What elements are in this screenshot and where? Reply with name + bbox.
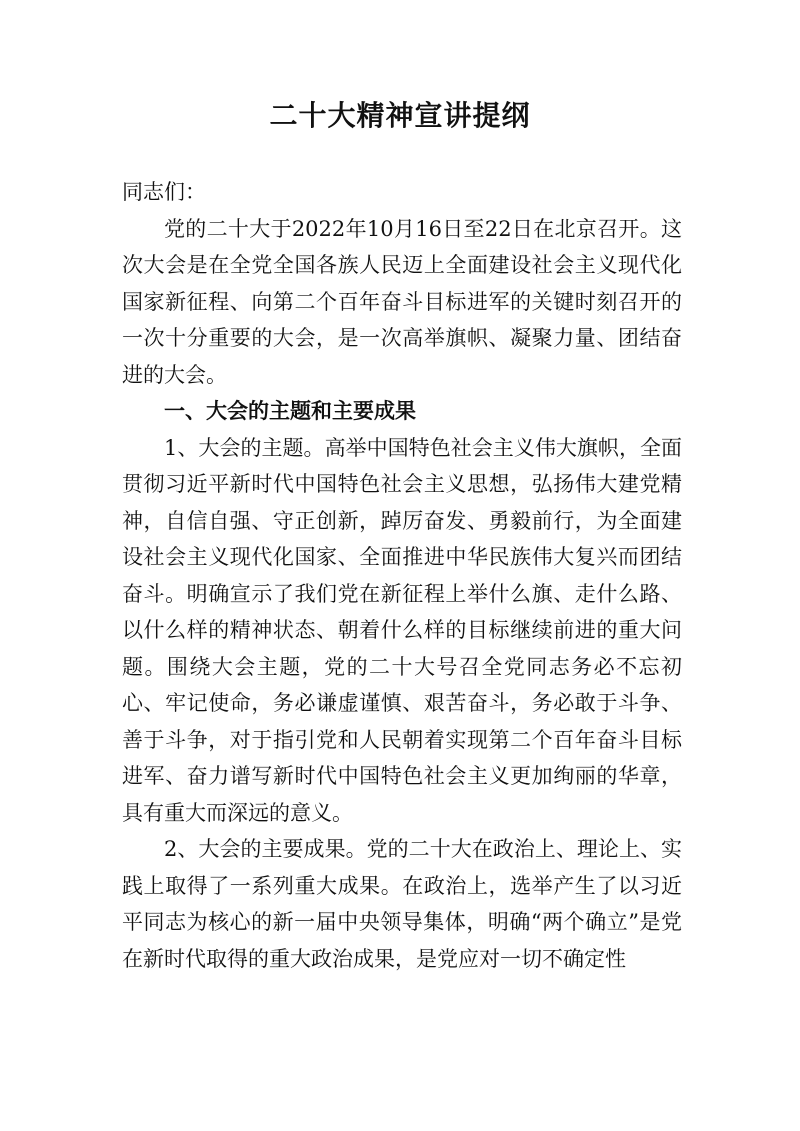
salutation: 同志们： [122, 180, 206, 204]
point-1-paragraph: 1、大会的主题。高举中国特色社会主义伟大旗帜，全面贯彻习近平新时代中国特色社会主义思想，弘扬伟大建党精神，自信自强、守正创新，踔厉奋发、勇毅前行，为全面建设社会主义现代化国家、全面推进中华民族伟大复兴而团结奋斗。明确宣示了我们党在新征程上举什么旗、走什么路、以什么样的精神状态、朝着什么样的目标继续前进的重大问题。围绕大会主题，党的二十大号召全党同志务必不忘初心、牢记使命，务必谦虚谨慎、艰苦奋斗，务必敢于斗争、善于斗争，对于指引党和人民朝着实现第二个百年奋斗目标进军、奋力谱写新时代中国特色社会主义更加绚丽的华章，具有重大而深远的意义。 [122, 435, 682, 825]
intro-paragraph: 党的二十大于2022年10月16日至22日在北京召开。这次大会是在全党全国各族人民迈上全面建设社会主义现代化国家新征程、向第二个百年奋斗目标进军的关键时刻召开的一次十分重要的大会，是一次高举旗帜、凝聚力量、团结奋进的大会。 [122, 216, 682, 387]
point-2-paragraph: 2、大会的主要成果。党的二十大在政治上、理论上、实践上取得了一系列重大成果。在政治上，选举产生了以习近平同志为核心的新一届中央领导集体，明确“两个确立”是党在新时代取得的重大政治成果，是党应对一切不确定性 [122, 837, 682, 971]
section-heading: 一、大会的主题和主要成果 [164, 399, 416, 423]
document-title: 二十大精神宣讲提纲 [269, 99, 531, 132]
document-body [122, 174, 682, 977]
